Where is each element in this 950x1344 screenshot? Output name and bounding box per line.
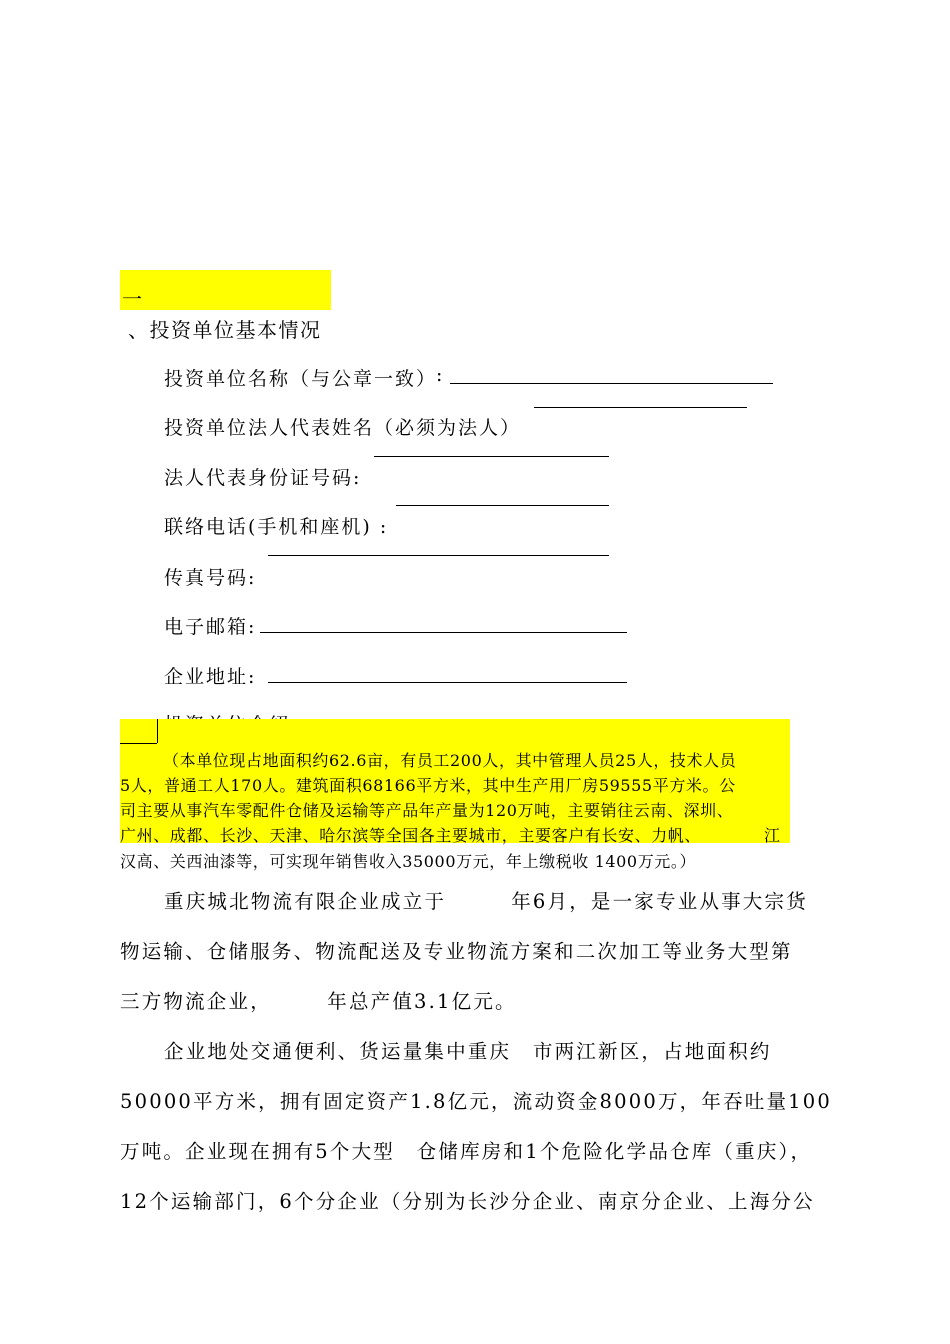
fax-label: 传真号码: [164, 567, 257, 589]
note-line-5: 汉高、关西油漆等，可实现年销售收入35000万元，年上缴税收 1400万元。） [120, 852, 697, 871]
section-number: 一 [122, 287, 144, 311]
p1-line-1: 重庆城北物流有限企业成立于 年6月，是一家专业从事大宗货 [164, 890, 808, 913]
company-name-colon: : [436, 364, 445, 386]
legal-rep-label: 投资单位法人代表姓名（必须为法人） [164, 417, 522, 439]
company-name-label: 投资单位名称（与公章一致） [164, 368, 438, 390]
note-corner-h [120, 743, 157, 744]
id-number-field[interactable] [374, 456, 609, 457]
p2-line-3: 万吨。企业现在拥有5个大型 仓储库房和1个危险化学品仓库（重庆）， [120, 1140, 813, 1163]
note-trailing-char: 江 [764, 826, 781, 845]
section2-heading-clip [150, 700, 790, 719]
fax-field[interactable] [268, 555, 609, 556]
email-field[interactable] [260, 632, 627, 633]
company-name-field[interactable] [450, 383, 773, 384]
legal-rep-field[interactable] [534, 407, 747, 408]
phone-label: 联络电话(手机和座机) : [164, 516, 389, 538]
id-number-label: 法人代表身份证号码: [164, 467, 362, 489]
p2-line-1: 企业地处交通便利、货运量集中重庆 市两江新区，占地面积约 [164, 1040, 772, 1063]
note-corner-v [157, 719, 158, 743]
phone-field[interactable] [396, 505, 609, 506]
note-line-2: 5人，普通工人170人。建筑面积68166平方米，其中生产用厂房59555平方米。公 [120, 776, 736, 795]
p1-line-3: 三方物流企业， 年总产值3.1亿元。 [120, 990, 517, 1013]
address-label: 企业地址: [164, 666, 257, 688]
section-heading: 、投资单位基本情况 [128, 318, 322, 342]
section-number-highlight [120, 270, 331, 310]
p2-line-2: 50000平方米，拥有固定资产1.8亿元，流动资金8000万，年吞吐量100 [120, 1090, 832, 1113]
note-line-4: 广州、成都、长沙、天津、哈尔滨等全国各主要城市，主要客户有长安、力帆、 [120, 826, 702, 845]
address-field[interactable] [268, 682, 627, 683]
note-line-1: （本单位现占地面积约62.6亩，有员工200人，其中管理人员25人，技术人员 [163, 751, 737, 770]
p1-line-2: 物运输、仓储服务、物流配送及专业物流方案和二次加工等业务大型第 [120, 940, 793, 963]
p2-line-4: 12个运输部门，6个分企业（分别为长沙分企业、南京分企业、上海分公 [120, 1190, 815, 1213]
note-line-3: 司主要从事汽车零配件仓储及运输等产品年产量为120万吨，主要销往云南、深圳、 [120, 801, 734, 820]
email-label: 电子邮箱: [164, 616, 257, 638]
